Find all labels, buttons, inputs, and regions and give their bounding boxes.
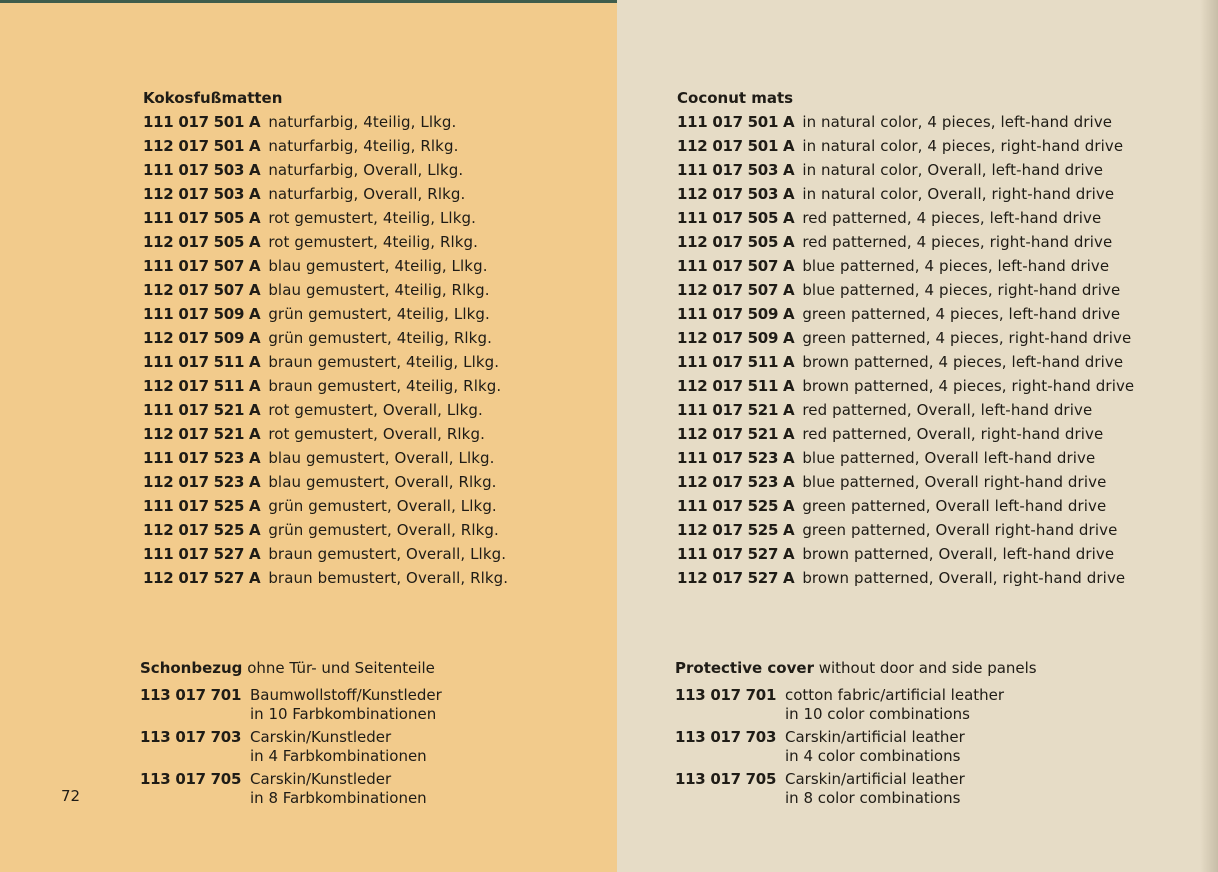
part-description: braun gemustert, Overall, Llkg. (268, 545, 507, 563)
part-number: 112 017 503 A (677, 185, 795, 203)
part-description: blau gemustert, Overall, Llkg. (268, 449, 495, 467)
part-number: 113 017 701 (140, 686, 242, 704)
part-description: green patterned, 4 pieces, right-hand drive (802, 329, 1132, 347)
part-description: brown patterned, 4 pieces, left-hand drive (802, 353, 1124, 371)
part-description: rot gemustert, Overall, Rlkg. (268, 425, 485, 443)
mat-row (677, 374, 1134, 398)
part-number: 112 017 505 A (143, 233, 261, 251)
part-description: in natural color, 4 pieces, left-hand drive (802, 113, 1113, 131)
part-description: rot gemustert, Overall, Llkg. (268, 401, 483, 419)
description-line-2: in 4 color combinations (785, 747, 961, 765)
mat-row (677, 182, 1134, 206)
mats-list (143, 110, 508, 590)
part-number: 111 017 507 A (143, 257, 261, 275)
mat-row (677, 302, 1134, 326)
covers-list (675, 686, 1037, 812)
mat-row (143, 446, 508, 470)
description-line-1: Carskin/artificial leather (785, 770, 965, 788)
part-description: rot gemustert, 4teilig, Rlkg. (268, 233, 479, 251)
part-number: 112 017 523 A (143, 473, 261, 491)
section-title: Coconut mats (677, 89, 794, 107)
part-description: green patterned, Overall left-hand drive (802, 497, 1107, 515)
part-description: red patterned, 4 pieces, left-hand drive (802, 209, 1102, 227)
part-description: blau gemustert, 4teilig, Rlkg. (268, 281, 490, 299)
mat-row (143, 254, 508, 278)
mat-row (677, 398, 1134, 422)
mat-row (143, 326, 508, 350)
part-number: 111 017 501 A (677, 113, 795, 131)
part-description: grün gemustert, 4teilig, Rlkg. (268, 329, 492, 347)
part-number: 112 017 523 A (677, 473, 795, 491)
description-line-2: in 4 Farbkombinationen (250, 747, 427, 765)
description-line-2: in 8 color combinations (785, 789, 961, 807)
part-description: in natural color, 4 pieces, right-hand drive (802, 137, 1124, 155)
part-number: 111 017 525 A (677, 497, 795, 515)
cover-description (250, 728, 427, 766)
mat-row (143, 350, 508, 374)
part-number: 111 017 503 A (143, 161, 261, 179)
mat-row (677, 446, 1134, 470)
part-description: grün gemustert, Overall, Llkg. (268, 497, 497, 515)
covers-list (140, 686, 442, 812)
part-number: 111 017 523 A (143, 449, 261, 467)
part-description: blue patterned, 4 pieces, left-hand drive (802, 257, 1110, 275)
description-line-1: Baumwollstoff/Kunstleder (250, 686, 442, 704)
mat-row (677, 542, 1134, 566)
part-description: blue patterned, 4 pieces, right-hand drive (802, 281, 1121, 299)
mat-row (677, 518, 1134, 542)
part-description: green patterned, Overall right-hand drive (802, 521, 1118, 539)
mats-section-english (677, 86, 1134, 590)
part-description: in natural color, Overall, right-hand drive (802, 185, 1115, 203)
part-number: 111 017 509 A (143, 305, 261, 323)
part-number: 112 017 525 A (677, 521, 795, 539)
section-title: Kokosfußmatten (143, 89, 283, 107)
mat-row (143, 158, 508, 182)
description-line-2: in 10 Farbkombinationen (250, 705, 437, 723)
part-number: 111 017 505 A (143, 209, 261, 227)
mat-row (677, 206, 1134, 230)
mat-row (143, 542, 508, 566)
part-description: braun gemustert, 4teilig, Llkg. (268, 353, 500, 371)
cover-description (785, 728, 965, 766)
section-title-rest: ohne Tür- und Seitenteile (242, 659, 435, 677)
cover-row (675, 770, 1037, 812)
part-description: naturfarbig, Overall, Llkg. (268, 161, 464, 179)
mat-row (677, 326, 1134, 350)
part-number: 112 017 501 A (677, 137, 795, 155)
part-description: braun bemustert, Overall, Rlkg. (268, 569, 509, 587)
cover-row (675, 686, 1037, 728)
mat-row (143, 206, 508, 230)
mat-row (143, 278, 508, 302)
part-description: in natural color, Overall, left-hand drive (802, 161, 1104, 179)
mat-row (143, 518, 508, 542)
part-number: 111 017 511 A (143, 353, 261, 371)
part-number: 112 017 509 A (677, 329, 795, 347)
part-number: 111 017 521 A (143, 401, 261, 419)
mat-row (143, 374, 508, 398)
mat-row (143, 134, 508, 158)
mats-section-german (143, 86, 508, 590)
part-number: 112 017 505 A (677, 233, 795, 251)
part-number: 111 017 507 A (677, 257, 795, 275)
part-number: 112 017 503 A (143, 185, 261, 203)
cover-row (140, 770, 435, 812)
mat-row (677, 158, 1134, 182)
cover-section-german (140, 658, 442, 812)
section-title-bold: Schonbezug (140, 659, 243, 677)
part-number: 113 017 705 (675, 770, 777, 788)
mat-row (143, 398, 508, 422)
mat-row (143, 566, 508, 590)
mat-row (677, 422, 1134, 446)
part-description: naturfarbig, Overall, Rlkg. (268, 185, 466, 203)
mat-row (677, 494, 1134, 518)
part-number: 111 017 503 A (677, 161, 795, 179)
cover-description (785, 770, 965, 808)
part-number: 112 017 501 A (143, 137, 261, 155)
description-line-2: in 10 color combinations (785, 705, 970, 723)
mat-row (677, 470, 1134, 494)
part-description: grün gemustert, Overall, Rlkg. (268, 521, 499, 539)
part-number: 112 017 521 A (677, 425, 795, 443)
part-number: 113 017 703 (140, 728, 242, 746)
part-number: 111 017 509 A (677, 305, 795, 323)
description-line-2: in 8 Farbkombinationen (250, 789, 427, 807)
part-description: blue patterned, Overall left-hand drive (802, 449, 1096, 467)
cover-row (140, 728, 435, 770)
mats-list (677, 110, 1134, 590)
cover-row (140, 686, 442, 728)
description-line-1: Carskin/Kunstleder (250, 728, 392, 746)
part-description: red patterned, Overall, right-hand drive (802, 425, 1104, 443)
mat-row (677, 230, 1134, 254)
part-number: 112 017 507 A (143, 281, 261, 299)
part-number: 112 017 511 A (143, 377, 261, 395)
part-number: 111 017 501 A (143, 113, 261, 131)
part-number: 112 017 527 A (143, 569, 261, 587)
mat-row (677, 566, 1134, 590)
part-number: 111 017 527 A (677, 545, 795, 563)
mat-row (677, 110, 1134, 134)
part-number: 113 017 705 (140, 770, 242, 788)
section-title-rest: without door and side panels (813, 659, 1037, 677)
part-description: green patterned, 4 pieces, left-hand drive (802, 305, 1121, 323)
section-title-bold: Protective cover (675, 659, 814, 677)
description-line-1: cotton fabric/artificial leather (785, 686, 1005, 704)
mat-row (677, 134, 1134, 158)
mat-row (143, 494, 508, 518)
part-description: rot gemustert, 4teilig, Llkg. (268, 209, 476, 227)
part-number: 112 017 521 A (143, 425, 261, 443)
mat-row (143, 302, 508, 326)
mat-row (677, 254, 1134, 278)
cover-section-english (675, 658, 1037, 812)
mat-row (677, 350, 1134, 374)
part-number: 111 017 511 A (677, 353, 795, 371)
cover-description (250, 686, 442, 724)
part-number: 112 017 511 A (677, 377, 795, 395)
part-description: red patterned, 4 pieces, right-hand drive (802, 233, 1113, 251)
cover-description (785, 686, 1004, 724)
part-description: brown patterned, Overall, left-hand drive (802, 545, 1115, 563)
mat-row (677, 278, 1134, 302)
right-page-english (617, 0, 1218, 872)
description-line-1: Carskin/artificial leather (785, 728, 965, 746)
mat-row (143, 182, 508, 206)
part-number: 111 017 525 A (143, 497, 261, 515)
part-description: blau gemustert, Overall, Rlkg. (268, 473, 497, 491)
cover-row (675, 728, 1037, 770)
part-number: 112 017 507 A (677, 281, 795, 299)
part-number: 113 017 701 (675, 686, 777, 704)
mat-row (143, 422, 508, 446)
part-number: 111 017 523 A (677, 449, 795, 467)
mat-row (143, 230, 508, 254)
part-number: 111 017 505 A (677, 209, 795, 227)
part-number: 112 017 525 A (143, 521, 261, 539)
part-description: blue patterned, Overall right-hand drive (802, 473, 1107, 491)
part-description: brown patterned, 4 pieces, right-hand drive (802, 377, 1135, 395)
part-number: 112 017 527 A (677, 569, 795, 587)
part-number: 111 017 527 A (143, 545, 261, 563)
description-line-1: Carskin/Kunstleder (250, 770, 392, 788)
part-description: grün gemustert, 4teilig, Llkg. (268, 305, 490, 323)
part-description: blau gemustert, 4teilig, Llkg. (268, 257, 488, 275)
part-description: red patterned, Overall, left-hand drive (802, 401, 1093, 419)
section-title (675, 658, 1037, 678)
mat-row (143, 470, 508, 494)
part-description: brown patterned, Overall, right-hand drive (802, 569, 1126, 587)
part-number: 112 017 509 A (143, 329, 261, 347)
part-description: naturfarbig, 4teilig, Llkg. (268, 113, 457, 131)
part-number: 113 017 703 (675, 728, 777, 746)
part-number: 111 017 521 A (677, 401, 795, 419)
mat-row (143, 110, 508, 134)
cover-description (250, 770, 427, 808)
part-description: braun gemustert, 4teilig, Rlkg. (268, 377, 502, 395)
page-number: 72 (61, 787, 81, 805)
section-title (140, 658, 435, 678)
part-description: naturfarbig, 4teilig, Rlkg. (268, 137, 459, 155)
